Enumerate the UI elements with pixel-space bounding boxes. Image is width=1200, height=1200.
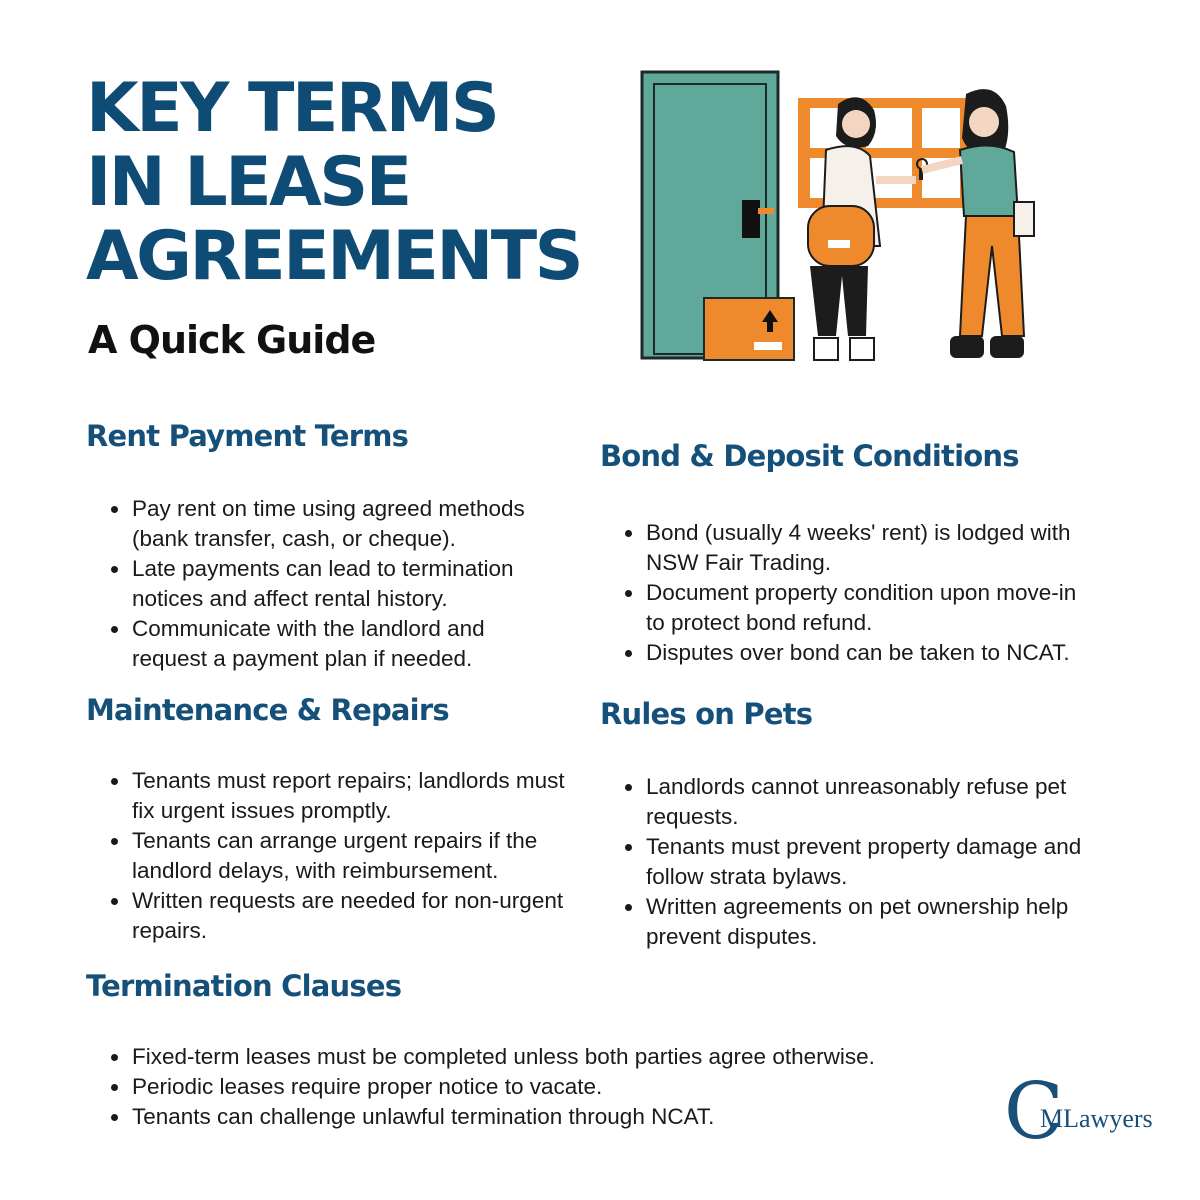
section-heading: Bond & Deposit Conditions: [600, 439, 1019, 473]
box-icon: [704, 298, 794, 360]
section-heading: Termination Clauses: [86, 969, 402, 1003]
bullet-list: [86, 494, 556, 674]
cm-lawyers-logo: [1000, 1067, 1170, 1160]
list-item: Periodic leases require proper notice to vacate.: [86, 1072, 986, 1102]
list-item: Bond (usually 4 weeks' rent) is lodged with NSW Fair Trading.: [600, 518, 1090, 578]
section-heading: Maintenance & Repairs: [86, 693, 449, 727]
list-item: Tenants can challenge unlawful termination through NCAT.: [86, 1102, 986, 1132]
page-title: [86, 69, 582, 296]
bullet-list: [600, 518, 1090, 668]
logo-text: MLawyers: [1040, 1104, 1153, 1133]
tenant-receiving-keys-illustration: [630, 60, 1050, 380]
page-subtitle: A Quick Guide: [88, 318, 376, 362]
bullet-list: [86, 1042, 986, 1132]
list-item: Fixed-term leases must be completed unless both parties agree otherwise.: [86, 1042, 986, 1072]
list-item: Written requests are needed for non-urgent repairs.: [86, 886, 566, 946]
list-item: Written agreements on pet ownership help prevent disputes.: [600, 892, 1090, 952]
list-item: Disputes over bond can be taken to NCAT.: [600, 638, 1090, 668]
logo-letter: C: [1004, 1067, 1064, 1157]
bullet-list: [600, 772, 1090, 952]
list-item: Tenants must report repairs; landlords must fix urgent issues promptly.: [86, 766, 566, 826]
title-line-1: KEY TERMS: [86, 69, 498, 148]
bullet-list: [86, 766, 566, 946]
list-item: Communicate with the landlord and request a payment plan if needed.: [86, 614, 556, 674]
section-rules-on-pets: [600, 696, 1090, 952]
list-item: Document property condition upon move-in to protect bond refund.: [600, 578, 1090, 638]
list-item: Pay rent on time using agreed methods (bank transfer, cash, or cheque).: [86, 494, 556, 554]
list-item: Tenants must prevent property damage and follow strata bylaws.: [600, 832, 1090, 892]
list-item: Late payments can lead to termination notices and affect rental history.: [86, 554, 556, 614]
list-item: Landlords cannot unreasonably refuse pet requests.: [600, 772, 1090, 832]
section-heading: Rent Payment Terms: [86, 419, 409, 453]
title-line-2: IN LEASE: [86, 143, 410, 222]
section-bond-deposit-conditions: [600, 438, 1090, 668]
title-line-3: AGREEMENTS: [86, 217, 582, 296]
section-maintenance-repairs: [86, 692, 566, 946]
section-termination-clauses: [86, 968, 986, 1132]
section-rent-payment-terms: [86, 418, 556, 674]
section-heading: Rules on Pets: [600, 697, 813, 731]
list-item: Tenants can arrange urgent repairs if the landlord delays, with reimbursement.: [86, 826, 566, 886]
